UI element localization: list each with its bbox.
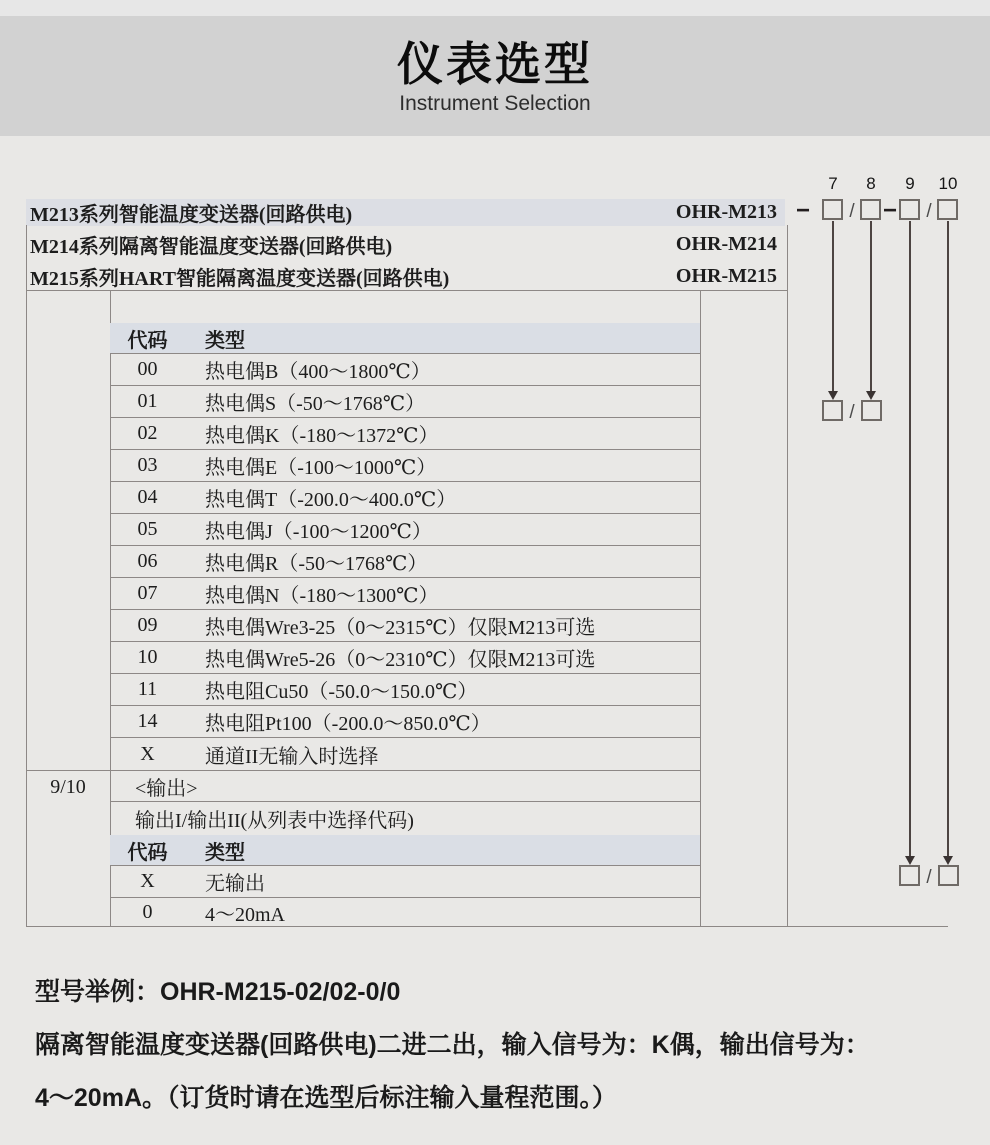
code-box-10: [937, 199, 958, 220]
example-line-2: 隔离智能温度变送器(回路供电)二进二出，输入信号为：K偶，输出信号为：: [35, 1031, 870, 1059]
table-row: [110, 578, 700, 610]
connector-line-10: [947, 221, 949, 856]
row-type: 4～20mA: [205, 903, 285, 926]
row-code: 01: [137, 390, 158, 412]
title-band: [0, 16, 990, 136]
row-type: 热电偶T（-200.0～400.0℃）: [205, 489, 457, 511]
product-name: M214系列隔离智能温度变送器(回路供电): [30, 236, 393, 258]
table-line-content-right: [700, 290, 701, 926]
product-row-m215: [26, 263, 785, 290]
row-code: 0: [142, 900, 153, 923]
product-code: OHR-M214: [675, 233, 777, 255]
row-type: 热电偶K（-180～1372℃）: [205, 425, 439, 447]
row-code: 06: [137, 550, 158, 572]
table-row: [110, 610, 700, 642]
slash-separator: /: [849, 201, 855, 222]
product-row-m214: [26, 231, 785, 258]
row-type: 热电偶N（-180～1300℃）: [205, 585, 439, 607]
row-type: 热电偶B（400～1800℃）: [205, 361, 431, 383]
table-border-bottom: [26, 926, 948, 927]
arrow-down-icon: [943, 856, 953, 865]
input-table-header: [110, 323, 700, 354]
table-row: [110, 898, 700, 926]
table-row: [110, 674, 700, 706]
product-name: M215系列HART智能隔离温度变送器(回路供电): [30, 268, 450, 290]
arrow-down-icon: [828, 391, 838, 400]
row-type: 热电偶E（-100～1000℃）: [205, 457, 437, 479]
digit-label-8: 8: [866, 174, 876, 193]
input-code-box-1: [822, 400, 843, 421]
product-name: M213系列智能温度变送器(回路供电): [30, 204, 353, 226]
digit-label-9: 9: [905, 174, 915, 193]
table-row: [110, 738, 700, 770]
table-row: [110, 642, 700, 674]
code-box-9: [899, 199, 920, 220]
slash-separator: /: [926, 867, 932, 888]
product-code: OHR-M213: [675, 201, 777, 223]
row-code: 03: [137, 454, 158, 476]
output-subtitle: 输出I/输出II(从列表中选择代码): [135, 810, 414, 832]
table-line-top: [26, 290, 787, 291]
row-code: 10: [137, 646, 158, 668]
row-type: 通道II无输入时选择: [205, 745, 379, 768]
product-row-m213: [26, 199, 785, 226]
code-box-8: [860, 199, 881, 220]
row-code: X: [140, 742, 155, 765]
row-code: 00: [137, 358, 158, 380]
output-title: <输出>: [110, 771, 700, 802]
table-row: [110, 386, 700, 418]
header-code: 代码: [127, 841, 168, 864]
dash-separator: −: [882, 197, 898, 224]
row-type: 热电偶R（-50～1768℃）: [205, 553, 428, 575]
header-code: 代码: [127, 329, 168, 352]
row-code: 07: [137, 582, 158, 604]
top-strip: [0, 0, 990, 16]
dash-separator: −: [795, 197, 811, 224]
output-code-box-2: [938, 865, 959, 886]
row-type: 热电阻Cu50（-50.0～150.0℃）: [205, 681, 478, 703]
row-code: 02: [137, 422, 158, 444]
output-code-box-1: [899, 865, 920, 886]
header-type: 类型: [205, 329, 245, 352]
arrow-down-icon: [905, 856, 915, 865]
table-border-right: [787, 225, 788, 926]
table-row: [110, 418, 700, 450]
output-table: [110, 771, 700, 926]
connector-line-7: [832, 221, 834, 391]
header-type: 类型: [205, 841, 245, 864]
row-type: 热电偶J（-100～1200℃）: [205, 521, 432, 543]
row-type: 无输出: [205, 873, 265, 895]
table-row: [110, 514, 700, 546]
table-row: [110, 450, 700, 482]
table-row: [110, 354, 700, 386]
row-type: 热电偶S（-50～1768℃）: [205, 393, 426, 415]
row-type: 热电偶Wre5-26（0～2310℃）仅限M213可选: [205, 649, 596, 671]
example-line-1: 型号举例：OHR-M215-02/02-0/0: [35, 978, 401, 1006]
page-subtitle: Instrument Selection: [399, 91, 591, 115]
output-table-header: [110, 835, 700, 866]
code-box-7: [822, 199, 843, 220]
output-row-label: 9/10: [50, 776, 86, 798]
row-code: 14: [137, 710, 158, 732]
table-border-left: [26, 225, 27, 926]
row-type: 热电阻Pt100（-200.0～850.0℃）: [205, 713, 491, 735]
table-row: [110, 706, 700, 738]
row-code: 11: [137, 678, 158, 700]
page-title: 仪表选型: [397, 38, 593, 90]
row-code: 05: [137, 518, 158, 540]
connector-line-8: [870, 221, 872, 391]
row-code: 04: [137, 486, 158, 508]
input-code-box-2: [861, 400, 882, 421]
table-row: [110, 482, 700, 514]
slash-separator: /: [926, 201, 932, 222]
input-table: [110, 323, 700, 770]
model-example: [35, 966, 965, 1125]
connector-line-9: [909, 221, 911, 856]
table-row: [110, 866, 700, 898]
row-type: 热电偶Wre3-25（0～2315℃）仅限M213可选: [205, 617, 596, 639]
example-line-3: 4～20mA。（订货时请在选型后标注输入量程范围。）: [35, 1084, 617, 1112]
product-code: OHR-M215: [675, 265, 777, 287]
row-code: X: [140, 870, 155, 892]
slash-separator: /: [849, 402, 855, 423]
row-code: 09: [137, 614, 158, 636]
digit-label-7: 7: [828, 174, 838, 193]
digit-label-10: 10: [938, 174, 958, 193]
arrow-down-icon: [866, 391, 876, 400]
table-row: [110, 546, 700, 578]
